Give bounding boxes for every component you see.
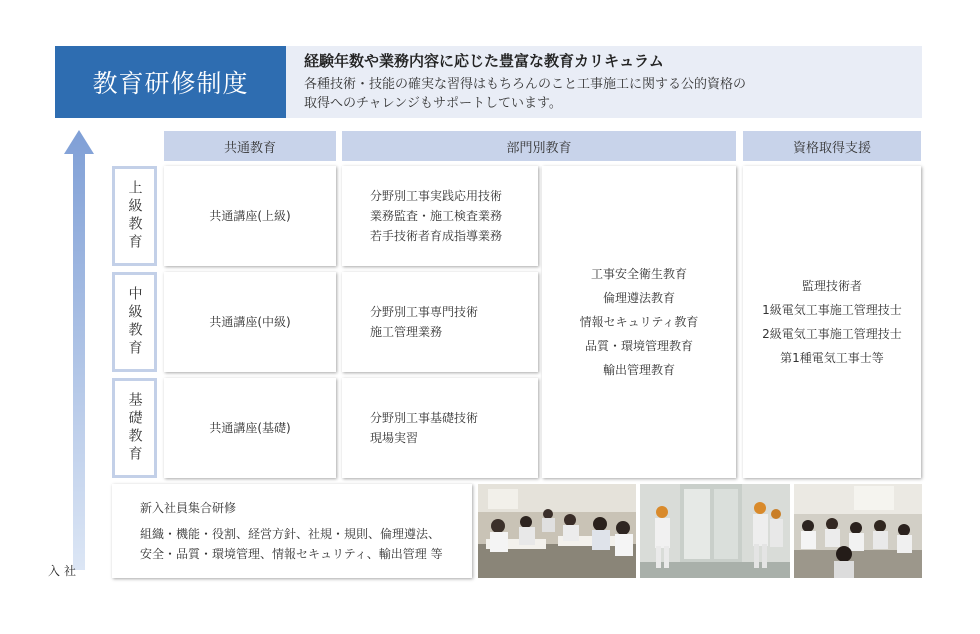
career-arrow-icon: [62, 130, 96, 570]
new-hire-line: 安全・品質・環境管理、情報セキュリティ、輸出管理 等: [140, 547, 443, 561]
qualification-line: 監理技術者: [801, 279, 862, 293]
common-course-basic: 共通講座(基礎): [164, 378, 336, 478]
level-intermediate: [112, 272, 157, 372]
page-title: 教育研修制度: [55, 46, 286, 118]
course-line: 工事安全衛生教育: [590, 267, 687, 281]
level-advanced-label: 上級教育: [126, 180, 143, 252]
new-hire-title: 新入社員集合研修: [140, 501, 237, 515]
axis-label-nyusha: 入社: [48, 564, 81, 578]
course-line: 倫理遵法教育: [602, 291, 675, 305]
subheadline: [304, 75, 746, 113]
level-basic: [112, 378, 157, 478]
department-course-basic: [342, 378, 538, 478]
level-intermediate-label: 中級教育: [126, 286, 143, 358]
course-line: 分野別工事専門技術: [370, 305, 479, 319]
qualification-line: 第1種電気工事士等: [780, 351, 884, 365]
training-photo-lecture: [794, 484, 922, 578]
qualification-line: 1級電気工事施工管理技士: [762, 303, 902, 317]
department-course-intermediate: [342, 272, 538, 372]
column-header-department: 部門別教育: [342, 131, 736, 161]
course-line: 分野別工事実践応用技術: [370, 189, 503, 203]
common-course-advanced: 共通講座(上級): [164, 166, 336, 266]
department-course-advanced: [342, 166, 538, 266]
course-line: 分野別工事基礎技術: [370, 411, 479, 425]
course-line: 若手技術者育成指導業務: [370, 229, 503, 243]
department-common-courses: [542, 166, 736, 478]
course-line: 品質・環境管理教育: [584, 339, 693, 353]
course-line: 施工管理業務: [370, 325, 443, 339]
course-line: 輸出管理教育: [602, 363, 675, 377]
training-photo-equipment: [640, 484, 790, 578]
column-header-qualification: 資格取得支援: [743, 131, 921, 161]
course-line: 業務監査・施工検査業務: [370, 209, 503, 223]
training-photo-classroom: [478, 484, 636, 578]
qualification-line: 2級電気工事施工管理技士: [762, 327, 902, 341]
new-hire-line: 組織・機能・役割、経営方針、社規・規則、倫理遵法、: [140, 527, 441, 541]
course-line: 現場実習: [370, 431, 419, 445]
column-header-common: 共通教育: [164, 131, 336, 161]
level-basic-label: 基礎教育: [126, 392, 143, 464]
subheadline-line: 取得へのチャレンジもサポートしています。: [304, 96, 562, 111]
level-advanced: [112, 166, 157, 266]
subheadline-line: 各種技術・技能の確実な習得はもちろんのこと工事施工に関する公的資格の: [304, 77, 747, 92]
common-course-intermediate: 共通講座(中級): [164, 272, 336, 372]
headline: 経験年数や業務内容に応じた豊富な教育カリキュラム: [304, 52, 664, 70]
qualification-items: [743, 166, 921, 478]
course-line: 情報セキュリティ教育: [579, 315, 699, 329]
new-hire-training: [112, 484, 472, 578]
